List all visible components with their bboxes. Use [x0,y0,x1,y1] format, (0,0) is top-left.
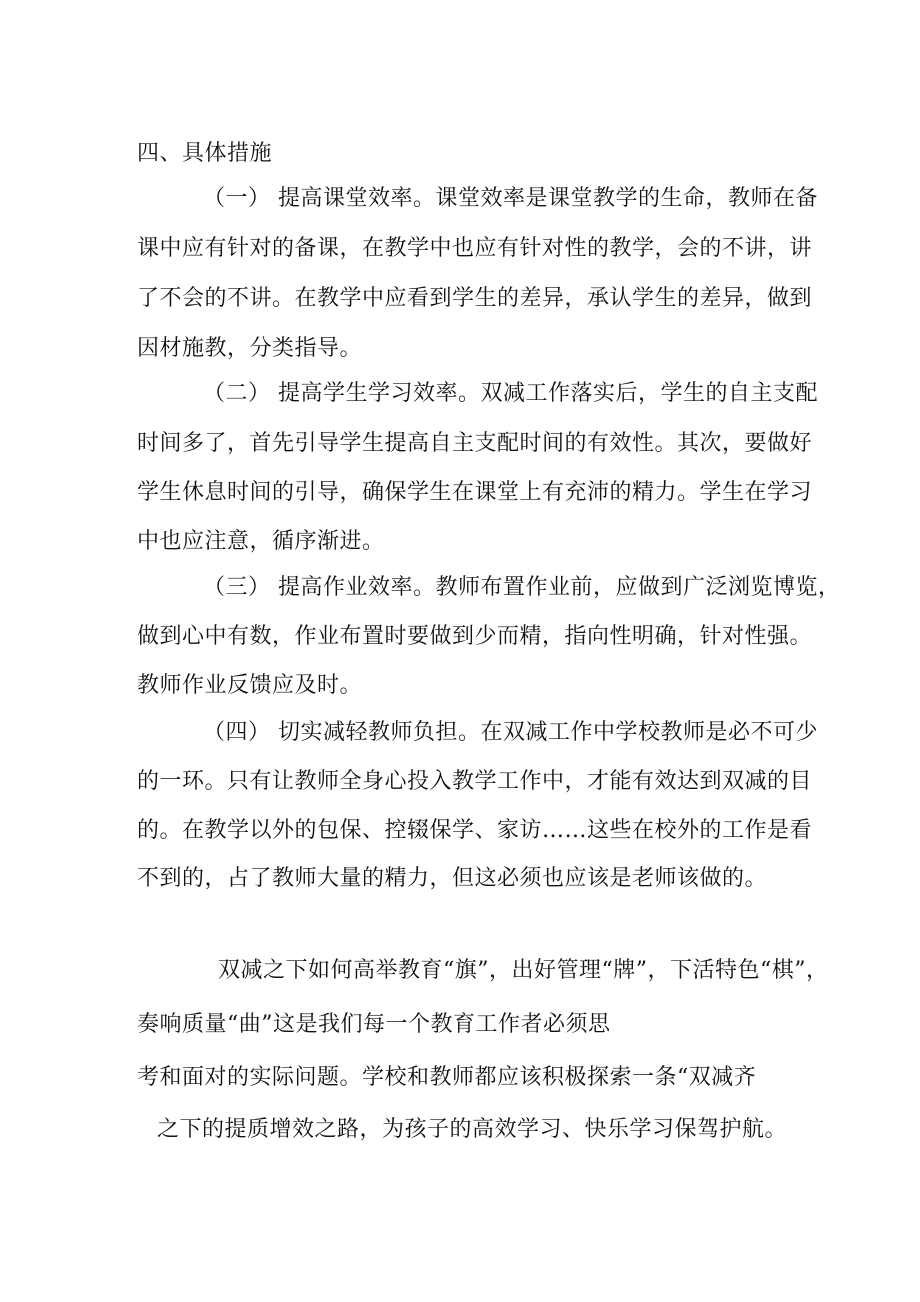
paragraph-2-line-1: （二） 提高学生学习效率。双减工作落实后，学生的自主支配 [203,381,818,406]
paragraph-3-line-2: 做到心中有数，作业布置时要做到少而精，指向性明确，针对性强。 [137,624,813,649]
paragraph-2-line-3: 学生休息时间的引导，确保学生在课堂上有充沛的精力。学生在学习 [137,480,813,505]
conclusion-line-3: 考和面对的实际问题。学校和教师都应该积极探索一条“双减齐 [137,1065,757,1090]
paragraph-1-line-2: 课中应有针对的备课，在教学中也应有针对性的教学，会的不讲，讲 [137,236,813,261]
paragraph-1-line-1: （一） 提高课堂效率。课堂效率是课堂教学的生命，教师在备 [203,186,818,211]
conclusion-line-4: 之下的提质增效之路，为孩子的高效学习、快乐学习保驾护航。 [157,1117,788,1142]
paragraph-4-line-1: （四） 切实减轻教师负担。在双减工作中学校教师是必不可少 [203,720,818,745]
paragraph-1-line-4: 因材施教，分类指导。 [137,336,363,361]
section-heading: 四、具体措施 [137,141,273,166]
paragraph-4-line-2: 的一环。只有让教师全身心投入教学工作中，才能有效达到双减的目 [137,769,813,794]
conclusion-line-1: 双减之下如何高举教育“旗”，出好管理“牌”，下活特色“棋”， [218,958,829,983]
paragraph-4-line-4: 不到的，占了教师大量的精力，但这必须也应该是老师该做的。 [137,866,768,891]
conclusion-line-2: 奏响质量“曲”这是我们每一个教育工作者必须思 [137,1012,611,1037]
paragraph-2-line-2: 时间多了，首先引导学生提高自主支配时间的有效性。其次，要做好 [137,431,813,456]
paragraph-1-line-3: 了不会的不讲。在教学中应看到学生的差异，承认学生的差异，做到 [137,286,813,311]
paragraph-3-line-1: （三） 提高作业效率。教师布置作业前，应做到广泛浏览博览， [203,575,841,600]
paragraph-3-line-3: 教师作业反馈应及时。 [137,673,363,698]
paragraph-2-line-4: 中也应注意，循序渐进。 [137,529,385,554]
paragraph-4-line-3: 的。在教学以外的包保、控辍保学、家访……这些在校外的工作是看 [137,818,813,843]
